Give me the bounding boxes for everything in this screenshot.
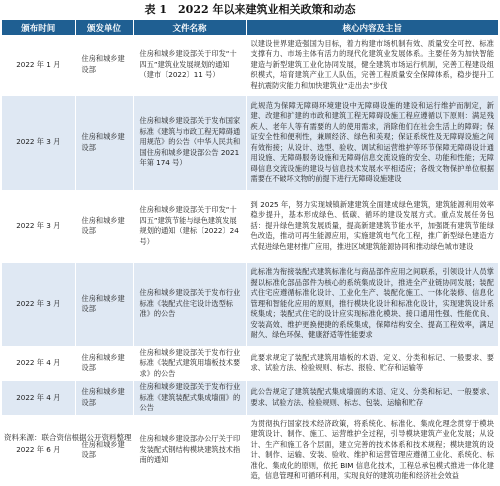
cell-doc: 住房和城乡建设部关于发布行业标准《建筑装配式集成墙面》的公告 (133, 381, 246, 416)
policy-table (2, 20, 498, 486)
header-row (2, 20, 498, 35)
header-doc: 文件名称 (133, 20, 246, 35)
table-header (2, 20, 498, 35)
table-row (2, 262, 498, 346)
cell-doc: 住房和城乡建设部关于印发“十四五”建筑业发展规划的通知（建市〔2022〕11 号） (133, 35, 246, 95)
cell-dept: 住房和城乡建设部 (75, 190, 133, 262)
cell-content: 以建设世界建造强国为目标，着力构建市场机制有效、质量安全可控、标准支撑有力、市场主体有活力的现代化建筑业发展体系。主要任务为加快智能建造与新型建筑工业化协同发展，健全建筑市场运行机制，完善工程建设组织模式，培育建筑产业工人队伍，完善工程质量安全保障体系，稳步提升工程抗震防灾能力和加快建筑业“走出去”步伐 (246, 35, 498, 95)
cell-doc: 住房和城乡建设部关于印发“十四五”建筑节能与绿色建筑发展规划的通知（建标〔2022〕24 号） (133, 190, 246, 262)
cell-content: 此标准为衔接装配式建筑标准化与商品部件应用之间联系，引领设计人员掌握以标准化部品部件为核心的系统集成设计，推进全产业链协同发展；装配式住宅应遵循标准化设计、工业化生产、装配化施工、一体化装修、信息化管理和智能化应用的原则，推行模块化设计和标准化设计，实现建筑设计系统集成；装配式住宅的设计应实现标准化模块、接口通用性强、性能优良、安装高效、维护更换便捷的系统集成，保障结构安全、提高工程效率，满足耐久、绿色环保、健康舒适等性能要求 (246, 262, 498, 346)
cell-doc: 住房和城乡建设部关于发布行业标准《装配式建筑用墙板技术要求》的公告 (133, 346, 246, 381)
table-row (2, 346, 498, 381)
header-date: 颁布时间 (2, 20, 75, 35)
cell-content: 此公告规定了建筑装配式集成墙面的术语、定义、分类和标记、一般要求、要求、试验方法、检验规则、标志、包装、运输和贮存 (246, 381, 498, 416)
table-body (2, 35, 498, 485)
cell-dept: 住房和城乡建设部 (75, 35, 133, 95)
cell-date: 2022 年 6 月 (2, 415, 75, 485)
cell-dept: 住房和城乡建设部 (75, 381, 133, 416)
cell-dept: 住房和城乡建设部 (75, 346, 133, 381)
cell-date: 2022 年 1 月 (2, 35, 75, 95)
cell-dept: 住房和城乡建设部 (75, 262, 133, 346)
header-content: 核心内容及主旨 (246, 20, 498, 35)
cell-content: 为贯彻执行国家技术经济政策，将系统化、标准化、集成化理念贯穿于模块建筑设计、制作、施工、运营维护全过程，引导模块建筑产业化发展；从设计、生产和施工各个层面，建立完善的技术体系和技术规程；模块建筑的设计、制作、运输、安装、验收、维护和运营管理应遵循工业化、系统化、标准化、集成化的原则，依托 BIM 信息化技术，工程总承包模式推进一体化建造，信息管理和可循环利用，实现良好的建筑功能和经济社会效益 (246, 415, 498, 485)
cell-content: 此要求规定了装配式建筑用墙板的术语、定义、分类和标记、一般要求、要求、试验方法、检验规则、标志、报验、贮存和运输等 (246, 346, 498, 381)
cell-doc: 住房和城乡建设部办公厅关于印发装配式钢结构模块建筑技术指南的通知 (133, 415, 246, 485)
cell-doc: 住房和城乡建设部关于发布行业标准《装配式住宅设计选型标准》的公告 (133, 262, 246, 346)
cell-date: 2022 年 4 月 (2, 381, 75, 416)
cell-date: 2022 年 3 月 (2, 190, 75, 262)
cell-content: 到 2025 年，努力实现城镇新建建筑全面建成绿色建筑，建筑能源利用效率稳步提升，基本形成绿色、低碳、循环的建设发展方式。重点发展任务包括：提升绿色建筑发展质量，提高新建建筑节能水平，加强既有建筑节能绿色改造，推动可再生能源应用，实施建筑电气化工程，推广新型绿色建造方式促进绿色建材推广应用，推进区域建筑能源协同和推动绿色城市建设 (246, 190, 498, 262)
cell-doc: 住房和城乡建设部关于发布国家标准《建筑与市政工程无障碍通用规范》的公告（中华人民共和国住房和城乡建设部公告 2021 年第 174 号） (133, 95, 246, 190)
table-row (2, 415, 498, 485)
cell-dept: 住房和城乡建设部 (75, 95, 133, 190)
table-row (2, 95, 498, 190)
table-row (2, 35, 498, 95)
cell-date: 2022 年 3 月 (2, 262, 75, 346)
header-dept: 颁发单位 (75, 20, 133, 35)
table-row (2, 190, 498, 262)
table-row (2, 381, 498, 416)
table-title: 表 1 2022 年以来建筑业相关政策和动态 (144, 3, 356, 16)
cell-dept: 住房和城乡建设部 (75, 415, 133, 485)
cell-date: 2022 年 4 月 (2, 346, 75, 381)
cell-date: 2022 年 3 月 (2, 95, 75, 190)
cell-content: 此规范为保障无障碍环境建设中无障碍设施的建设和运行维护而制定，新建、改建和扩建的市政和建筑工程无障碍设施工程应遵循以下原则：满足残疾人、老年人等有需要的人的使用需求，消除他们在社会生活上的障碍；保证安全性和便利性，兼顾经济、绿色和美观；保证系统性及无障碍设施之间有效衔接；从设计、选型、验收、调试和运营维护等环节保障无障碍设计通用设施、无障碍服务设施和无障碍信息交流设施的安全、功能和性能；无障碍信息交流设施的建设与信息技术发展水平相适应；各级文物保护单位根据需要在不破坏文物的前提下进行无障碍设施建设 (246, 95, 498, 190)
source-note: 资料来源：联合资信根据公开资料整理 (4, 433, 132, 442)
